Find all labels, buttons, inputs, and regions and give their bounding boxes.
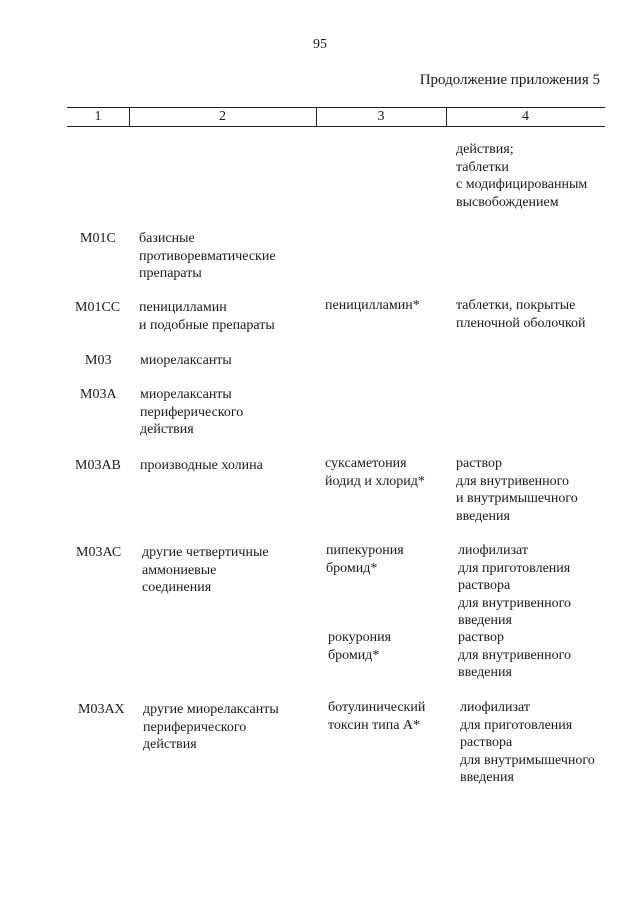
- row-6-group: другие четвертичные аммониевые соединения: [142, 545, 269, 595]
- row-8-group: другие миорелаксанты периферического действия: [143, 702, 279, 752]
- row-8-code: М03АХ: [78, 702, 125, 717]
- row-2-drug: пеницилламин*: [325, 298, 420, 313]
- row-8-form: лиофилизат для приготовления раствора для внутримышечного введения: [460, 700, 595, 785]
- header-col-1: 1: [94, 109, 102, 124]
- row-4-group: миорелаксанты периферического действия: [140, 387, 244, 437]
- row-5-code: М03АВ: [75, 458, 121, 473]
- page-number: 95: [313, 37, 327, 52]
- header-col-3: 3: [377, 109, 385, 124]
- header-col-4: 4: [522, 109, 529, 124]
- row-5-drug: суксаметония йодид и хлорид*: [325, 456, 425, 489]
- row-2-form: таблетки, покрытые пленочной оболочкой: [456, 298, 586, 331]
- row-4-code: М03А: [80, 387, 117, 402]
- row-1-code: М01С: [80, 231, 116, 246]
- row-7-form: раствор для внутривенного введения: [458, 630, 572, 680]
- header-col-2: 2: [219, 109, 226, 124]
- row-6-code: М03АС: [76, 545, 122, 560]
- row-6-form: лиофилизат для приготовления раствора для внутривенного введения: [458, 543, 572, 628]
- table-header-row: [67, 107, 605, 127]
- row-8-drug: ботулинический токсин типа А*: [328, 700, 426, 733]
- row-5-group: производные холина: [140, 458, 263, 473]
- row-0-form: действия; таблетки с модифицированным высвобождением: [456, 142, 588, 210]
- row-6-drug: пипекурония бромид*: [326, 543, 404, 576]
- row-2-group: пеницилламин и подобные препараты: [139, 300, 275, 333]
- row-3-code: М03: [85, 353, 112, 368]
- continuation-title: Продолжение приложения 5: [419, 72, 600, 88]
- row-3-group: миорелаксанты: [140, 353, 232, 368]
- row-7-drug: рокурония бромид*: [328, 630, 392, 663]
- row-2-code: М01СС: [75, 300, 121, 315]
- row-1-group: базисные противоревматические препараты: [139, 231, 276, 281]
- row-5-form: раствор для внутривенного и внутримышечного введения: [456, 456, 578, 524]
